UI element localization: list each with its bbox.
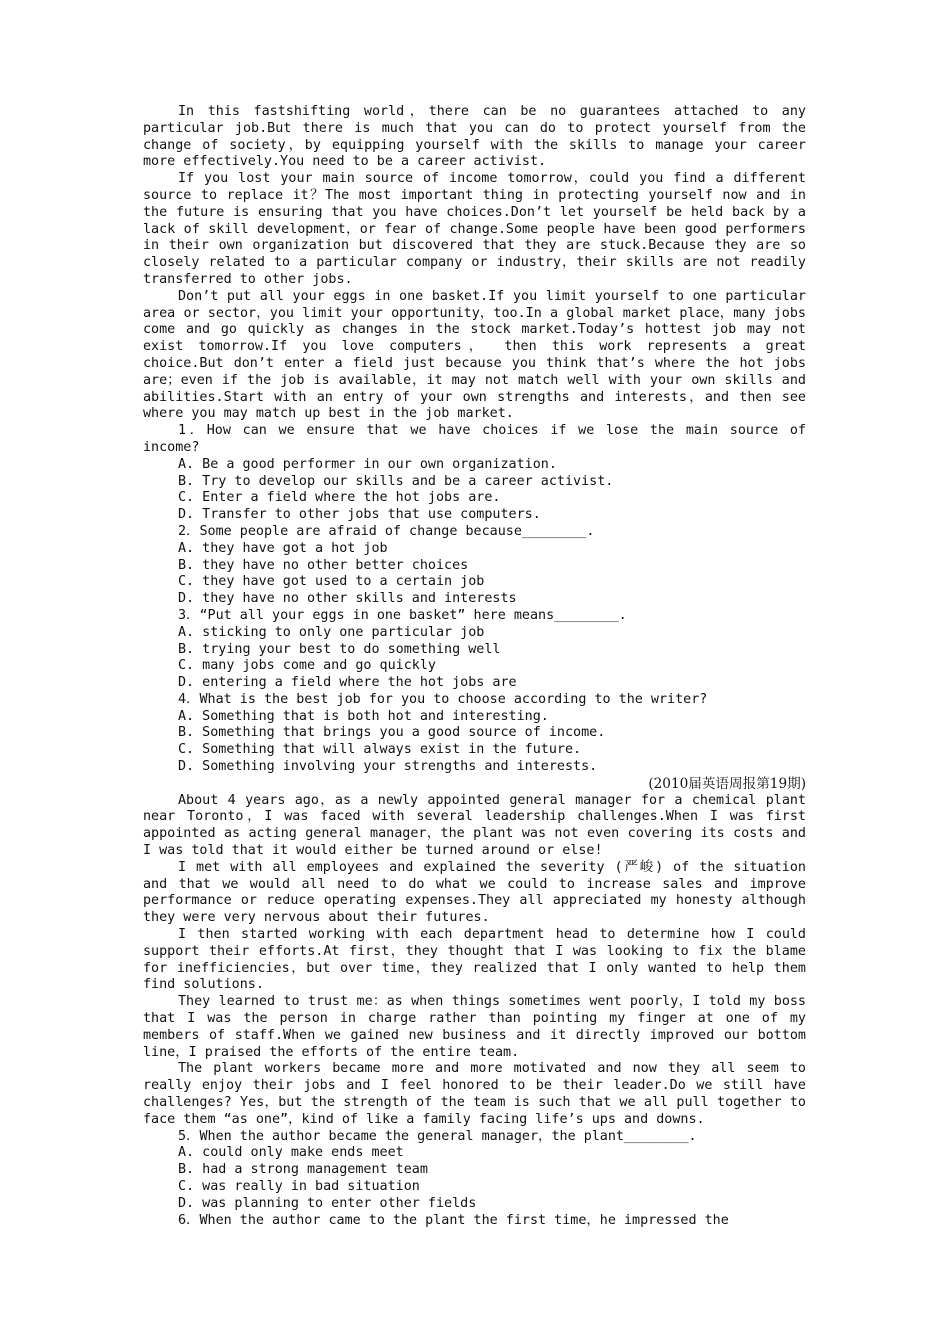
- answer-option: D. entering a field where the hot jobs are: [178, 675, 517, 691]
- passage-paragraph: The plant workers became more and more motivated and now they all seem to really enjoy their jobs and I feel honored to be their leader.Do we still have challenges? Yes，but the strength of the team is such that we all pull together to face them “as one”，kind of like a family facing life’s ups and downs.: [143, 1061, 806, 1127]
- passage-2: [143, 793, 806, 1129]
- answer-option: A. they have got a hot job: [178, 540, 388, 556]
- answer-option: D. they have no other skills and interests: [178, 591, 517, 607]
- question-block-1: [143, 423, 806, 776]
- passage-paragraph: I then started working with each department head to determine how I could support their efforts.At first，they thought that I was looking to fix the blame for inefficiencies，but over time，they realized that I only wanted to help them find solutions.: [143, 927, 806, 993]
- answer-option: A. sticking to only one particular job: [178, 624, 485, 640]
- question-stem: 1．How can we ensure that we have choices if we lose the main source of income?: [143, 423, 806, 455]
- document-page: [143, 104, 806, 1229]
- passage-paragraph: In this fastshifting world，there can be no guarantees attached to any particular job.But there is much that you can do to protect yourself from the change of society，by equipping yourself with the skills to manage your career more effectively.You need to be a career activist.: [143, 104, 806, 170]
- passage-paragraph: About 4 years ago，as a newly appointed general manager for a chemical plant near Toronto，I was faced with several leadership challenges.When I was first appointed as acting general manager，the plant was not even covering its costs and I was told that it would either be turned around or else!: [143, 792, 806, 859]
- answer-option: D. Transfer to other jobs that use computers.: [178, 507, 541, 523]
- question-stem: 6．When the author came to the plant the first time，he impressed the: [178, 1212, 729, 1228]
- passage-paragraph: They learned to trust me：as when things sometimes went poorly，I told my boss that I was the person in charge rather than pointing my finger at one of my members of staff.When we gained new business and it directly improved our bottom line，I praised the efforts of the entire team.: [143, 994, 806, 1060]
- question-stem: 4．What is the best job for you to choose according to the writer?: [178, 691, 708, 707]
- answer-option: D. Something involving your strengths and interests.: [178, 759, 598, 775]
- answer-option: C. Enter a field where the hot jobs are.: [178, 490, 501, 506]
- answer-option: D. was planning to enter other fields: [178, 1195, 477, 1211]
- answer-option: B. had a strong management team: [178, 1162, 428, 1178]
- passage-paragraph: If you lost your main source of income tomorrow，could you find a different source to replace it？The most important thing in protecting yourself now and in the future is ensuring that you have choices.Don’t let yourself be held back by a lack of skill development，or fear of change.Some people have been good performers in their own organization but discovered that they are stuck.Because they are so closely related to a particular company or industry，their skills are not readily transferred to other jobs.: [143, 171, 806, 287]
- answer-option: A. Something that is both hot and interesting.: [178, 708, 549, 724]
- answer-option: B. Try to develop our skills and be a career activist.: [178, 473, 614, 489]
- answer-option: C. many jobs come and go quickly: [178, 658, 436, 674]
- answer-option: A. Be a good performer in our own organization.: [178, 456, 557, 472]
- answer-option: B. trying your best to do something well: [178, 641, 501, 657]
- question-block-2: [143, 1129, 806, 1230]
- question-stem: 2．Some people are afraid of change because________.: [178, 523, 595, 539]
- passage-paragraph: Don’t put all your eggs in one basket.If you limit yourself to one particular area or sector，you limit your opportunity，too.In a global market place，many jobs come and go quickly as changes in the stock market.Today’s hottest job may not exist tomorrow.If you love computers， then this work represents a great choice.But don’t enter a field just because you think that’s where the hot jobs are；even if the job is available，it may not match well with your own skills and abilities.Start with an entry of your own strengths and interests，and then see where you may match up best in the job market.: [143, 288, 806, 422]
- source-citation: (2010届英语周报第19期): [648, 775, 806, 792]
- answer-option: B. they have no other better choices: [178, 557, 469, 573]
- answer-option: C. was really in bad situation: [178, 1179, 420, 1194]
- passage-1: [143, 104, 806, 423]
- answer-option: A. could only make ends meet: [178, 1145, 404, 1161]
- answer-option: C. Something that will always exist in the future.: [178, 742, 582, 758]
- passage-paragraph: I met with all employees and explained the severity (严峻) of the situation and that we would all need to do what we could to increase sales and improve performance or reduce operating expenses.They all appreciated my honesty although they were very nervous about their futures.: [143, 859, 806, 926]
- question-stem: 3．“Put all your eggs in one basket” here means________.: [178, 607, 627, 623]
- answer-option: B. Something that brings you a good source of income.: [178, 725, 606, 741]
- question-stem: 5．When the author became the general manager，the plant________.: [178, 1128, 697, 1144]
- answer-option: C. they have got used to a certain job: [178, 574, 485, 590]
